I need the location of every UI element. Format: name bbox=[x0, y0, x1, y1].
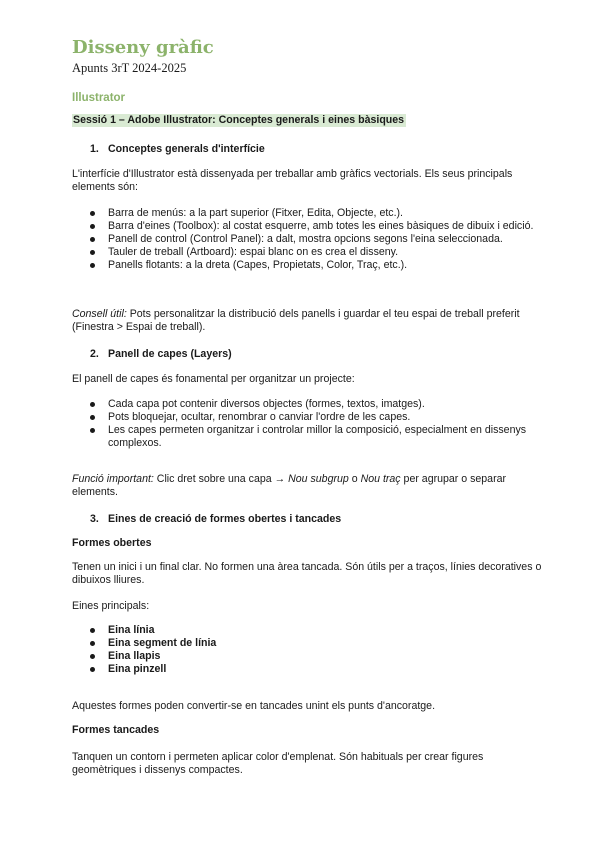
document-subtitle: Apunts 3rT 2024-2025 bbox=[72, 61, 187, 75]
list-item: Barra de menús: a la part superior (Fitxer, Edita, Objecte, etc.). bbox=[90, 207, 536, 220]
open-shapes-text: Tenen un inici i un final clar. No formen una àrea tancada. Són útils per a traços, línies decoratives o dibuixos lliures. bbox=[72, 561, 542, 586]
tip-label: Consell útil: bbox=[72, 308, 127, 320]
bullet-icon bbox=[90, 402, 95, 407]
tools-list bbox=[90, 624, 536, 676]
bullet-icon bbox=[90, 428, 95, 433]
bullet-icon bbox=[90, 654, 95, 659]
list-item: Les capes permeten organitzar i controlar millor la composició, especialment en dissenys complexos. bbox=[90, 424, 536, 450]
heading-text: Panell de capes (Layers) bbox=[108, 348, 232, 360]
list-item: Eina llapis bbox=[90, 650, 536, 663]
tools-label: Eines principals: bbox=[72, 600, 150, 612]
list-item: Tauler de treball (Artboard): espai blanc on es crea el disseny. bbox=[90, 246, 536, 259]
interface-intro: L'interfície d'Illustrator està dissenyada per treballar amb gràfics vectorials. Els seus principals elements són: bbox=[72, 168, 513, 193]
session-title: Sessió 1 – Adobe Illustrator: Conceptes generals i eines bàsiques bbox=[73, 114, 405, 126]
bullet-icon bbox=[90, 628, 95, 633]
list-item: Eina segment de línia bbox=[90, 637, 536, 650]
bullet-icon bbox=[90, 237, 95, 242]
convert-text: Aquestes formes poden convertir-se en tancades unint els punts d'ancoratge. bbox=[72, 700, 436, 712]
list-item: Cada capa pot contenir diversos objectes (formes, textos, imatges). bbox=[90, 398, 536, 411]
document-title: Disseny gràfic bbox=[72, 37, 214, 58]
note-label: Funció important: bbox=[72, 473, 154, 485]
bullet-icon bbox=[90, 224, 95, 229]
section-heading: Illustrator bbox=[72, 92, 126, 104]
list-item: Pots bloquejar, ocultar, renombrar o canviar l'ordre de les capes. bbox=[90, 411, 536, 424]
heading-number: 1. bbox=[90, 143, 99, 155]
bullet-icon bbox=[90, 211, 95, 216]
interface-list bbox=[90, 207, 536, 272]
important-note: Funció important: Clic dret sobre una capa → Nou subgrup o Nou traç per agrupar o separar elements. bbox=[72, 473, 507, 498]
tip-text: Pots personalitzar la distribució dels panells i guardar el teu espai de treball preferit (Finestra > Espai de treball). bbox=[72, 308, 520, 333]
open-shapes-heading: Formes obertes bbox=[72, 537, 152, 549]
list-item: Eina línia bbox=[90, 624, 536, 637]
heading-number: 2. bbox=[90, 348, 99, 360]
bullet-icon bbox=[90, 250, 95, 255]
list-item: Panell de control (Control Panel): a dalt, mostra opcions segons l'eina seleccionada. bbox=[90, 233, 536, 246]
bullet-icon bbox=[90, 641, 95, 646]
bullet-icon bbox=[90, 667, 95, 672]
list-item: Eina pinzell bbox=[90, 663, 536, 676]
list-item: Panells flotants: a la dreta (Capes, Propietats, Color, Traç, etc.). bbox=[90, 259, 536, 272]
tip-paragraph bbox=[72, 308, 542, 334]
heading-text: Conceptes generals d'interfície bbox=[108, 143, 265, 155]
closed-shapes-heading: Formes tancades bbox=[72, 724, 160, 736]
layers-intro: El panell de capes és fonamental per organitzar un projecte: bbox=[72, 373, 355, 385]
session-heading bbox=[72, 114, 406, 127]
heading-text: Eines de creació de formes obertes i tancades bbox=[108, 513, 342, 525]
heading-number: 3. bbox=[90, 513, 99, 525]
heading-layers bbox=[90, 348, 232, 361]
heading-interface bbox=[90, 143, 265, 156]
list-item: Barra d'eines (Toolbox): al costat esquerre, amb totes les eines bàsiques de dibuix i edició. bbox=[90, 220, 536, 233]
layers-list bbox=[90, 398, 536, 450]
bullet-icon bbox=[90, 263, 95, 268]
heading-shapes bbox=[90, 513, 341, 526]
closed-shapes-text: Tanquen un contorn i permeten aplicar color d'emplenat. Són habituals per crear figures geomètriques i dissenys compactes. bbox=[72, 751, 484, 776]
bullet-icon bbox=[90, 415, 95, 420]
